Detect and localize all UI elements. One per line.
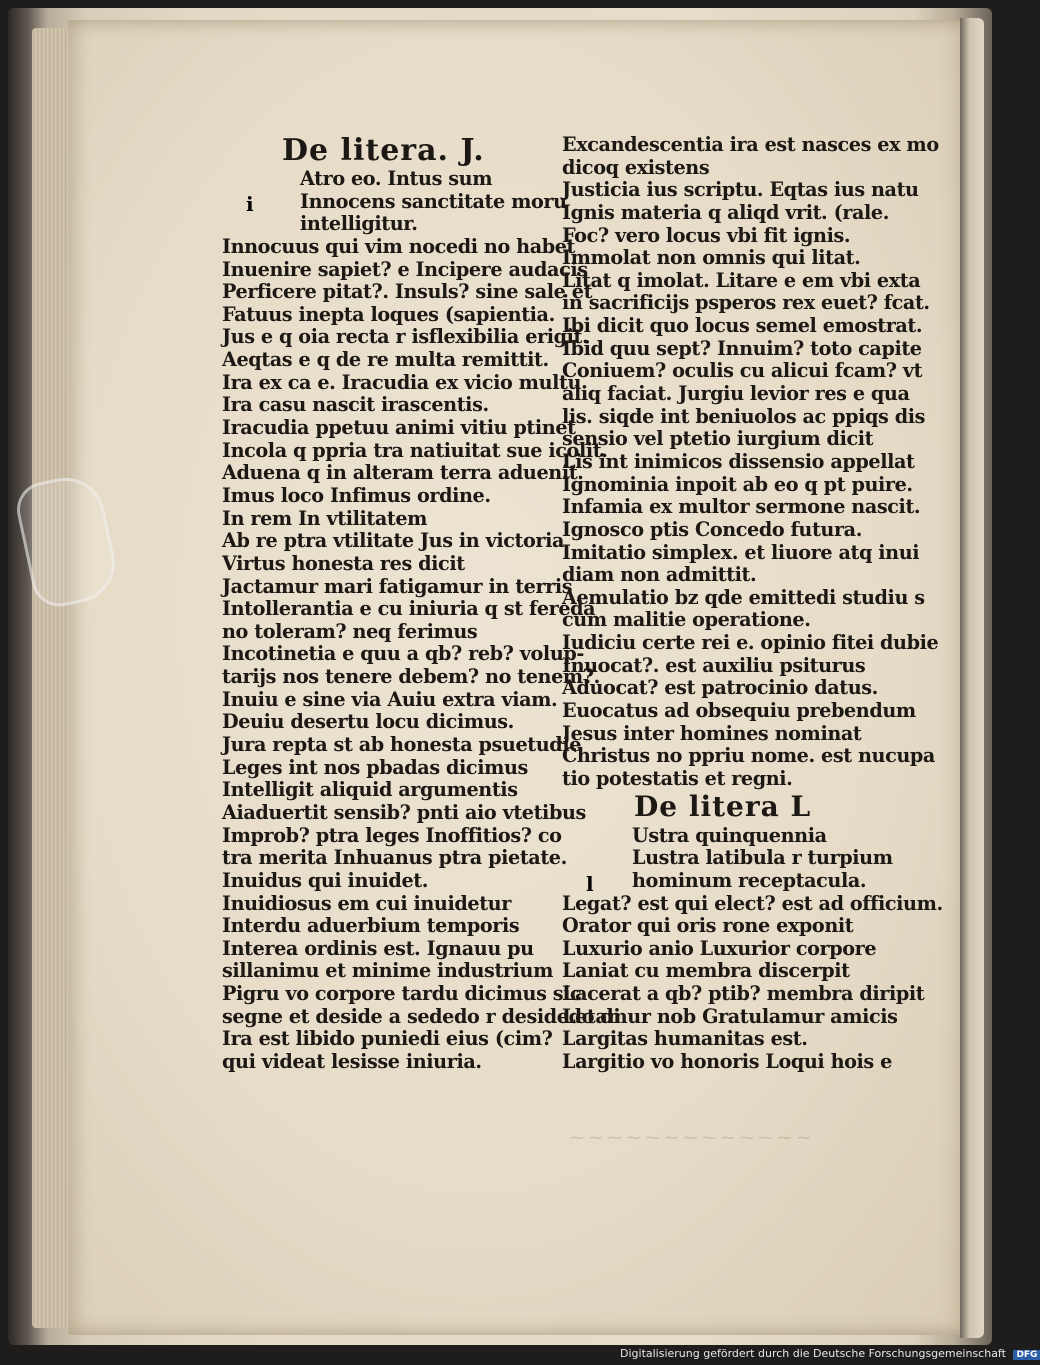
text-line: Inuidiosus em cui inuidetur [222, 891, 511, 915]
right-column [562, 133, 943, 1074]
text-line: Jus e q oia recta r isflexibilia erigit. [222, 325, 589, 349]
text-line: Jesus inter homines nominat [562, 721, 862, 745]
text-line: Intelligit aliquid argumentis [222, 778, 518, 802]
text-line: Lis int inimicos dissensio appellat [562, 449, 915, 473]
text-line: Immolat non omnis qui litat. [562, 246, 861, 270]
text-line: Virtus honesta res dicit [222, 551, 465, 575]
text-line: Inuiu e sine via Auiu extra viam. [222, 687, 558, 711]
text-line: Laniat cu membra discerpit [562, 959, 850, 983]
text-line: sillanimu et minime industrium [222, 959, 553, 983]
text-line: aliq faciat. Jurgiu levior res e qua [562, 382, 910, 406]
text-line: Orator qui oris rone exponit [562, 914, 854, 938]
text-line: Ignosco ptis Concedo futura. [562, 517, 862, 541]
text-line: in sacrificijs psperos rex euet? fcat. [562, 291, 930, 315]
text-line: sensio vel ptetio iurgium dicit [562, 427, 874, 451]
text-line: Foc? vero locus vbi fit ignis. [562, 223, 851, 247]
text-line: Innocuus qui vim nocedi no habet [222, 234, 576, 258]
text-line: cum malitie operatione. [562, 608, 811, 632]
text-line: intelligitur. [300, 212, 418, 236]
text-line: Litat q imolat. Litare e em vbi exta [562, 268, 921, 292]
text-line: Iracudia ppetuu animi vitiu ptinet [222, 416, 576, 440]
text-line: Luxurio anio Luxurior corpore [562, 936, 877, 960]
text-line: Imus loco Infimus ordine. [222, 483, 491, 507]
text-line: Ignominia inpoit ab eo q pt puire. [562, 472, 913, 496]
text-line: Ustra quinquennia [632, 823, 827, 847]
left-column [222, 133, 621, 1074]
heading-litera-l: De litera L [634, 789, 812, 823]
text-line: Iudiciu certe rei e. opinio fitei dubie [562, 631, 939, 655]
text-line: Incotinetia e quu a qb? reb? volup- [222, 642, 584, 666]
text-line: segne et deside a sededo r desidedo di [222, 1004, 621, 1028]
text-line: Lustra latibula r turpium [632, 846, 893, 870]
text-line: Interea ordinis est. Ignauu pu [222, 936, 534, 960]
credit-text: Digitalisierung gefördert durch die Deutsche Forschungsgemeinschaft [620, 1347, 1006, 1360]
digitization-credit [620, 1347, 1040, 1363]
text-line: Aduena q in alteram terra aduenit. [222, 461, 584, 485]
text-line: Interdu aduerbium temporis [222, 914, 520, 938]
text-line: Intollerantia e cu iniuria q st fereda [222, 597, 596, 621]
text-line: hominum receptacula. [632, 868, 867, 892]
text-line: Ab re ptra vtilitate Jus in victoria [222, 529, 565, 553]
facing-page-edge [960, 18, 984, 1338]
text-line: Excandescentia ira est nasces ex mo [562, 133, 939, 156]
text-line: Largitas humanitas est. [562, 1027, 808, 1051]
text-line: Inuenire sapiet? e Incipere audacis [222, 257, 588, 281]
text-line: Aeqtas e q de re multa remittit. [222, 348, 549, 372]
section-marker-l: l [586, 872, 594, 896]
text-line: diam non admittit. [562, 563, 757, 587]
text-line: Ibid quu sept? Innuim? toto capite [562, 336, 922, 360]
dfg-logo: DFG [1013, 1350, 1040, 1360]
text-line: Aduocat? est patrocinio datus. [562, 676, 878, 700]
text-line: tio potestatis et regni. [562, 766, 793, 790]
text-line: tarijs nos tenere debem? no tenem?. [222, 665, 600, 689]
page-edges [32, 28, 72, 1328]
text-line: Legat? est qui elect? est ad officium. [562, 891, 943, 915]
text-line: Ira est libido puniedi eius (cim? [222, 1027, 553, 1051]
text-line: Aemulatio bz qde emittedi studiu s [562, 585, 925, 609]
text-line: Pigru vo corpore tardu dicimus sic [222, 982, 582, 1006]
text-line: Innocens sanctitate moru [300, 189, 567, 213]
text-line: Ibi dicit quo locus semel emostrat. [562, 314, 923, 338]
text-line: Euocatus ad obsequiu prebendum [562, 699, 916, 723]
text-line: Jura repta st ab honesta psuetudie [222, 733, 582, 757]
section-marker-i: i [246, 192, 254, 216]
text-line: dicoq existens [562, 155, 710, 179]
text-line: Lacerat a qb? ptib? membra diripit [562, 982, 925, 1006]
text-line: Inuocat?. est auxiliu psiturus [562, 653, 866, 677]
text-line: qui videat lesisse iniuria. [222, 1049, 482, 1073]
text-line: Aiaduertit sensib? pnti aio vtetibus [222, 800, 586, 824]
text-line: Deuiu desertu locu dicimus. [222, 710, 514, 734]
text-line: tra merita Inhuanus ptra pietate. [222, 846, 567, 870]
text-line: Improb? ptra leges Inoffitios? co [222, 823, 562, 847]
text-line: Fatuus inepta loques (sapientia. [222, 302, 555, 326]
text-line: Inuidus qui inuidet. [222, 868, 428, 892]
text-line: Ignis materia q aliqd vrit. (rale. [562, 200, 890, 224]
text-line: no toleram? neq ferimus [222, 619, 478, 643]
text-line: Atro eo. Intus sum [300, 167, 493, 190]
text-line: Coniuem? oculis cu alicui fcam? vt [562, 359, 923, 383]
text-line: Letamur nob Gratulamur amicis [562, 1004, 898, 1028]
text-line: Ira casu nascit irascentis. [222, 393, 489, 417]
text-line: lis. siqde int beniuolos ac ppiqs dis [562, 404, 926, 428]
text-line: Christus no ppriu nome. est nucupa [562, 744, 935, 768]
text-line: Leges int nos pbadas dicimus [222, 755, 528, 779]
text-line: In rem In vtilitatem [222, 506, 428, 530]
text-line: Justicia ius scriptu. Eqtas ius natu [562, 178, 919, 202]
show-through-text: ⁓ ⁓ ⁓ ⁓ ⁓ ⁓ ⁓ ⁓ ⁓ ⁓ ⁓ ⁓ ⁓ [570, 1130, 811, 1146]
text-line: Imitatio simplex. et liuore atq inui [562, 540, 920, 564]
text-line: Ira ex ca e. Iracudia ex vicio multu [222, 370, 582, 394]
text-line: Incola q ppria tra natiuitat sue icolit. [222, 438, 608, 462]
text-line: Largitio vo honoris Loqui hois e [562, 1049, 892, 1073]
heading-litera-j: De litera. J. [282, 133, 485, 168]
text-line: Jactamur mari fatigamur in terris [222, 574, 573, 598]
text-line: Perficere pitat?. Insuls? sine sale et [222, 280, 593, 304]
text-line: Infamia ex multor sermone nascit. [562, 495, 921, 519]
